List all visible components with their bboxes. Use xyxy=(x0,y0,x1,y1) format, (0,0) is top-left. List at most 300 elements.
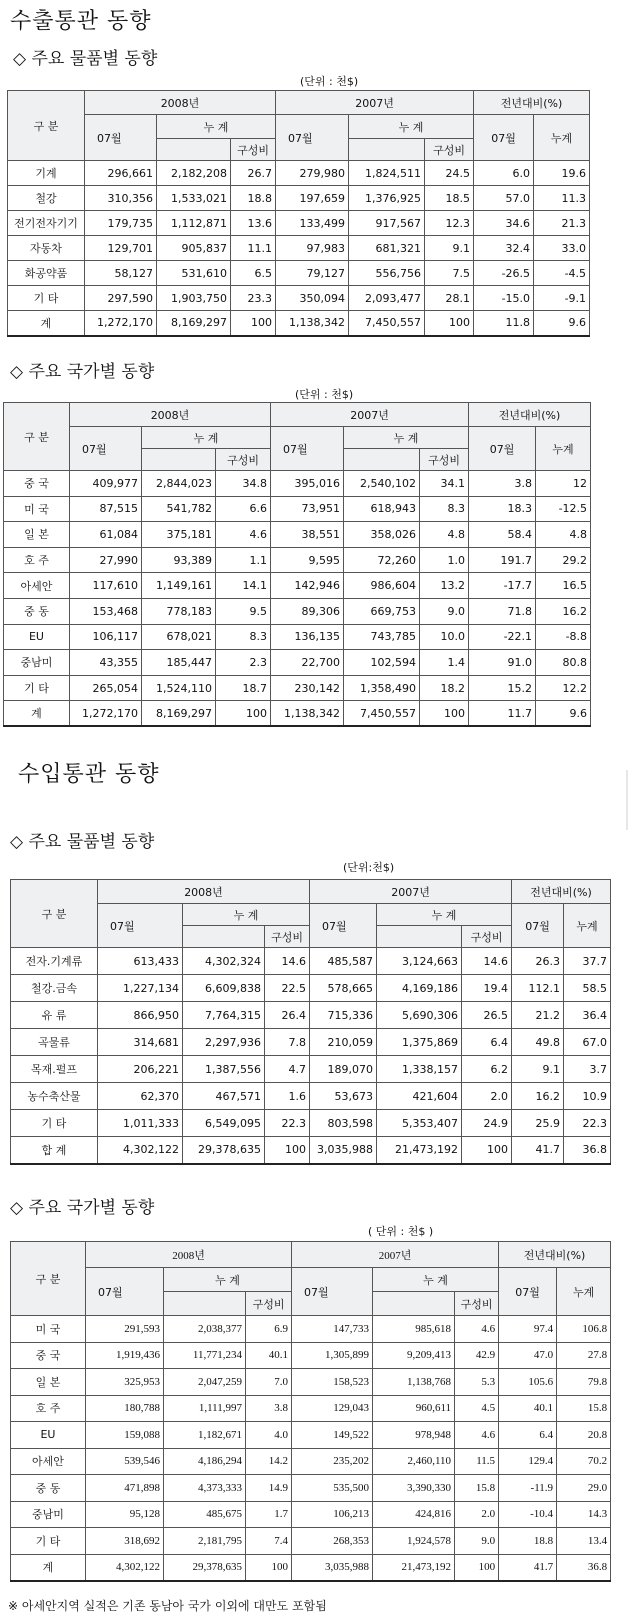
header-cum: 누 계 xyxy=(164,1268,292,1292)
cell-value: 22.3 xyxy=(564,1110,611,1137)
cell-value: 14.3 xyxy=(557,1501,611,1528)
cell-value: 129,043 xyxy=(292,1395,373,1422)
row-label: 계 xyxy=(8,311,85,336)
cell-value: 743,785 xyxy=(344,624,420,650)
cell-value: 5,353,407 xyxy=(377,1110,462,1137)
cell-value: 73,951 xyxy=(271,496,344,522)
cell-value: 7.8 xyxy=(265,1029,310,1056)
cell-value: 105.6 xyxy=(499,1369,557,1396)
cell-value: 2,844,023 xyxy=(142,471,216,497)
header-share: 구성비 xyxy=(455,1292,499,1316)
table-row xyxy=(4,471,591,497)
cell-value: 93,389 xyxy=(142,547,216,573)
cell-value: 986,604 xyxy=(344,573,420,599)
row-label: 중남미 xyxy=(4,650,70,676)
cell-value: 117,610 xyxy=(70,573,142,599)
cell-value: 40.1 xyxy=(246,1342,292,1369)
row-label: 중 동 xyxy=(11,1475,86,1502)
cell-value: 24.9 xyxy=(462,1110,512,1137)
cell-value: 13.2 xyxy=(420,573,469,599)
cell-value: 106,213 xyxy=(292,1501,373,1528)
cell-value: 79.8 xyxy=(557,1369,611,1396)
table-row xyxy=(11,1056,611,1083)
header-group: 구 분 xyxy=(4,403,70,471)
cell-value: 15.2 xyxy=(469,675,536,701)
cell-value: 129.4 xyxy=(499,1448,557,1475)
cell-value: -15.0 xyxy=(474,286,534,311)
cell-value: 25.9 xyxy=(512,1110,564,1137)
row-label: 중남미 xyxy=(11,1501,86,1528)
cell-value: 159,088 xyxy=(86,1422,164,1449)
cell-value: 11.7 xyxy=(469,701,536,727)
cell-value: 36.8 xyxy=(564,1137,611,1164)
header-year-2008: 2008년 xyxy=(70,403,271,427)
cell-value: 67.0 xyxy=(564,1029,611,1056)
cell-value: 235,202 xyxy=(292,1448,373,1475)
header-month: 07월 xyxy=(474,115,534,161)
header-year-2007: 2007년 xyxy=(292,1242,499,1268)
cell-value: 29.0 xyxy=(557,1475,611,1502)
header-share: 구성비 xyxy=(246,1292,292,1316)
cell-value: 7,450,557 xyxy=(344,701,420,727)
cell-value: 485,587 xyxy=(310,948,377,975)
cell-value: 4,373,333 xyxy=(164,1475,246,1502)
header-cum: 누 계 xyxy=(183,904,310,926)
header-yoy: 전년대비(%) xyxy=(469,403,591,427)
cell-value: 10.9 xyxy=(564,1083,611,1110)
cell-value: 1,272,170 xyxy=(85,311,157,336)
cell-value: 358,026 xyxy=(344,522,420,548)
cell-value: 4.7 xyxy=(265,1056,310,1083)
export-items-unit: (단위 : 천$) xyxy=(300,75,359,88)
cell-value: 7.0 xyxy=(246,1369,292,1396)
cell-value: 29.2 xyxy=(536,547,591,573)
cell-value: 4,302,122 xyxy=(86,1554,164,1581)
row-label: 호 주 xyxy=(4,547,70,573)
cell-value: 803,598 xyxy=(310,1110,377,1137)
table-row xyxy=(11,1137,611,1164)
row-label: 화공약품 xyxy=(8,261,85,286)
table-row xyxy=(4,496,591,522)
cell-value: 71.8 xyxy=(469,598,536,624)
cell-value: 133,499 xyxy=(276,211,349,236)
cell-value: 33.0 xyxy=(534,236,590,261)
cell-value: 179,735 xyxy=(85,211,157,236)
cell-value: 3,390,330 xyxy=(373,1475,455,1502)
table-row xyxy=(4,598,591,624)
cell-value: 8,169,297 xyxy=(157,311,231,336)
cell-value: 279,980 xyxy=(276,161,349,186)
cell-value: 409,977 xyxy=(70,471,142,497)
cell-value: 1,182,671 xyxy=(164,1422,246,1449)
header-cum: 누 계 xyxy=(373,1268,499,1292)
row-label: 아세안 xyxy=(11,1448,86,1475)
cell-value: 1,903,750 xyxy=(157,286,231,311)
cell-value: 395,016 xyxy=(271,471,344,497)
table-row xyxy=(11,1395,611,1422)
row-label: 일 본 xyxy=(11,1369,86,1396)
header-cum-short: 누계 xyxy=(564,904,611,948)
cell-value: 265,054 xyxy=(70,675,142,701)
cell-value: 1,338,157 xyxy=(377,1056,462,1083)
cell-value: 1,138,342 xyxy=(276,311,349,336)
table-row xyxy=(8,261,590,286)
table-row xyxy=(11,1554,611,1581)
cell-value: 485,675 xyxy=(164,1501,246,1528)
cell-value: 3.8 xyxy=(469,471,536,497)
cell-value: 471,898 xyxy=(86,1475,164,1502)
header-month: 07월 xyxy=(70,427,142,471)
cell-value: 9.1 xyxy=(425,236,474,261)
cell-value: 80.8 xyxy=(536,650,591,676)
header-cum: 누 계 xyxy=(157,115,276,139)
cell-value: 41.7 xyxy=(499,1554,557,1581)
cell-value: 3.7 xyxy=(564,1056,611,1083)
cell-value: 112.1 xyxy=(512,975,564,1002)
row-label: 철강 xyxy=(8,186,85,211)
export-countries-unit: (단위 : 천$) xyxy=(295,388,354,401)
table-row xyxy=(11,1475,611,1502)
table-row xyxy=(11,1029,611,1056)
header-month: 07월 xyxy=(512,904,564,948)
cell-value: 6.4 xyxy=(499,1422,557,1449)
cell-value: 100 xyxy=(231,311,276,336)
header-group: 구 분 xyxy=(11,1242,86,1316)
table-row xyxy=(4,624,591,650)
cell-value: 4,302,324 xyxy=(183,948,265,975)
header-cum: 누 계 xyxy=(349,115,474,139)
cell-value: 1,111,997 xyxy=(164,1395,246,1422)
header-share: 구성비 xyxy=(425,139,474,161)
table-row xyxy=(4,573,591,599)
cell-value: 960,611 xyxy=(373,1395,455,1422)
export-countries-subtitle: ◇ 주요 국가별 동향 xyxy=(10,362,155,382)
cell-value: 2,038,377 xyxy=(164,1316,246,1343)
header-year-2007: 2007년 xyxy=(310,880,512,904)
cell-value: 310,356 xyxy=(85,186,157,211)
cell-value: 1,272,170 xyxy=(70,701,142,727)
header-empty xyxy=(377,926,462,948)
footnote: ※ 아세안지역 실적은 기존 동남아 국가 이외에 대만도 포함됨 xyxy=(8,1599,327,1613)
cell-value: 89,306 xyxy=(271,598,344,624)
cell-value: 22.5 xyxy=(265,975,310,1002)
cell-value: 18.5 xyxy=(425,186,474,211)
cell-value: 87,515 xyxy=(70,496,142,522)
cell-value: 5,690,306 xyxy=(377,1002,462,1029)
export-items-subtitle: ◇ 주요 물품별 동향 xyxy=(13,49,158,69)
cell-value: 297,590 xyxy=(85,286,157,311)
header-month: 07월 xyxy=(310,904,377,948)
import-countries-table xyxy=(10,1241,611,1582)
cell-value: 978,948 xyxy=(373,1422,455,1449)
cell-value: 1.1 xyxy=(216,547,271,573)
cell-value: 13.6 xyxy=(231,211,276,236)
cell-value: 28.1 xyxy=(425,286,474,311)
header-empty xyxy=(373,1292,455,1316)
cell-value: 47.0 xyxy=(499,1342,557,1369)
cell-value: 6.0 xyxy=(474,161,534,186)
cell-value: 1,375,869 xyxy=(377,1029,462,1056)
cell-value: 4,169,186 xyxy=(377,975,462,1002)
header-group: 구 분 xyxy=(11,880,98,948)
cell-value: 424,816 xyxy=(373,1501,455,1528)
cell-value: 2,093,477 xyxy=(349,286,425,311)
cell-value: 61,084 xyxy=(70,522,142,548)
header-month: 07월 xyxy=(86,1268,164,1316)
cell-value: 16.5 xyxy=(536,573,591,599)
cell-value: 715,336 xyxy=(310,1002,377,1029)
header-empty xyxy=(344,449,420,471)
header-year-2007: 2007년 xyxy=(271,403,469,427)
cell-value: 29,378,635 xyxy=(183,1137,265,1164)
cell-value: 9.0 xyxy=(420,598,469,624)
cell-value: 100 xyxy=(462,1137,512,1164)
row-label: 호 주 xyxy=(11,1395,86,1422)
cell-value: 3.8 xyxy=(246,1395,292,1422)
row-label: 계 xyxy=(4,701,70,727)
cell-value: 19.4 xyxy=(462,975,512,1002)
cell-value: 27.8 xyxy=(557,1342,611,1369)
cell-value: 1,138,342 xyxy=(271,701,344,727)
cell-value: 18.2 xyxy=(420,675,469,701)
cell-value: 8.3 xyxy=(216,624,271,650)
header-share: 구성비 xyxy=(265,926,310,948)
table-row xyxy=(11,1501,611,1528)
header-yoy: 전년대비(%) xyxy=(512,880,611,904)
row-label: 기 타 xyxy=(11,1110,98,1137)
cell-value: 350,094 xyxy=(276,286,349,311)
cell-value: 21.2 xyxy=(512,1002,564,1029)
cell-value: 421,604 xyxy=(377,1083,462,1110)
table-row xyxy=(11,1528,611,1555)
cell-value: 12 xyxy=(536,471,591,497)
cell-value: 1,011,333 xyxy=(98,1110,183,1137)
cell-value: 16.2 xyxy=(512,1083,564,1110)
cell-value: 325,953 xyxy=(86,1369,164,1396)
row-label: 유 류 xyxy=(11,1002,98,1029)
header-share: 구성비 xyxy=(216,449,271,471)
header-month: 07월 xyxy=(469,427,536,471)
cell-value: 23.3 xyxy=(231,286,276,311)
cell-value: 1,227,134 xyxy=(98,975,183,1002)
cell-value: 53,673 xyxy=(310,1083,377,1110)
header-yoy: 전년대비(%) xyxy=(499,1242,611,1268)
table-row xyxy=(8,236,590,261)
cell-value: 15.8 xyxy=(557,1395,611,1422)
cell-value: 6.4 xyxy=(462,1029,512,1056)
cell-value: 3,035,988 xyxy=(310,1137,377,1164)
row-label: 기계 xyxy=(8,161,85,186)
header-empty xyxy=(349,139,425,161)
cell-value: 22.3 xyxy=(265,1110,310,1137)
cell-value: 26.4 xyxy=(265,1002,310,1029)
cell-value: 158,523 xyxy=(292,1369,373,1396)
cell-value: 1,387,556 xyxy=(183,1056,265,1083)
row-label: 계 xyxy=(11,1554,86,1581)
cell-value: 180,788 xyxy=(86,1395,164,1422)
cell-value: 22,700 xyxy=(271,650,344,676)
cell-value: 1,358,490 xyxy=(344,675,420,701)
cell-value: -9.1 xyxy=(534,286,590,311)
table-row xyxy=(4,701,591,727)
table-row xyxy=(8,311,590,336)
header-cum-short: 누계 xyxy=(534,115,590,161)
cell-value: 11.5 xyxy=(455,1448,499,1475)
header-month: 07월 xyxy=(499,1268,557,1316)
cell-value: 4.8 xyxy=(536,522,591,548)
cell-value: 100 xyxy=(420,701,469,727)
header-yoy: 전년대비(%) xyxy=(474,91,590,115)
cell-value: 34.1 xyxy=(420,471,469,497)
import-items-table xyxy=(10,879,611,1165)
import-items-subtitle: ◇ 주요 물품별 동향 xyxy=(10,832,155,852)
header-year-2008: 2008년 xyxy=(98,880,310,904)
cell-value: 6.6 xyxy=(216,496,271,522)
import-title: 수입통관 동향 xyxy=(18,762,160,787)
cell-value: 18.8 xyxy=(499,1528,557,1555)
cell-value: 2,181,795 xyxy=(164,1528,246,1555)
cell-value: 2.3 xyxy=(216,650,271,676)
cell-value: 40.1 xyxy=(499,1395,557,1422)
cell-value: -10.4 xyxy=(499,1501,557,1528)
cell-value: 917,567 xyxy=(349,211,425,236)
cell-value: -11.9 xyxy=(499,1475,557,1502)
table-row xyxy=(8,186,590,211)
header-month: 07월 xyxy=(271,427,344,471)
cell-value: 541,782 xyxy=(142,496,216,522)
cell-value: 106.8 xyxy=(557,1316,611,1343)
cell-value: 539,546 xyxy=(86,1448,164,1475)
header-empty xyxy=(142,449,216,471)
cell-value: 2,047,259 xyxy=(164,1369,246,1396)
cell-value: -12.5 xyxy=(536,496,591,522)
cell-value: 1,533,021 xyxy=(157,186,231,211)
cell-value: 10.0 xyxy=(420,624,469,650)
cell-value: 314,681 xyxy=(98,1029,183,1056)
cell-value: 24.5 xyxy=(425,161,474,186)
cell-value: 142,946 xyxy=(271,573,344,599)
cell-value: -8.8 xyxy=(536,624,591,650)
cell-value: 37.7 xyxy=(564,948,611,975)
row-label: 일 본 xyxy=(4,522,70,548)
cell-value: 100 xyxy=(425,311,474,336)
row-label: 중 동 xyxy=(4,598,70,624)
cell-value: 4,186,294 xyxy=(164,1448,246,1475)
cell-value: 1,919,436 xyxy=(86,1342,164,1369)
cell-value: 3,124,663 xyxy=(377,948,462,975)
cell-value: 3,035,988 xyxy=(292,1554,373,1581)
cell-value: 535,500 xyxy=(292,1475,373,1502)
cell-value: 20.8 xyxy=(557,1422,611,1449)
cell-value: 1,924,578 xyxy=(373,1528,455,1555)
cell-value: 1.4 xyxy=(420,650,469,676)
table-row xyxy=(4,522,591,548)
cell-value: 29,378,635 xyxy=(164,1554,246,1581)
cell-value: 985,618 xyxy=(373,1316,455,1343)
cell-value: 4.6 xyxy=(455,1316,499,1343)
cell-value: 11.8 xyxy=(474,311,534,336)
header-cum-short: 누계 xyxy=(536,427,591,471)
cell-value: 16.2 xyxy=(536,598,591,624)
table-row xyxy=(11,975,611,1002)
export-items-table xyxy=(7,90,590,337)
cell-value: 6,549,095 xyxy=(183,1110,265,1137)
cell-value: 197,659 xyxy=(276,186,349,211)
cell-value: 2.0 xyxy=(462,1083,512,1110)
cell-value: 778,183 xyxy=(142,598,216,624)
import-countries-unit: ( 단위 : 천$ ) xyxy=(368,1225,434,1238)
cell-value: 1,112,871 xyxy=(157,211,231,236)
cell-value: 34.8 xyxy=(216,471,271,497)
cell-value: 21,473,192 xyxy=(373,1554,455,1581)
cell-value: 18.7 xyxy=(216,675,271,701)
table-row xyxy=(11,1369,611,1396)
cell-value: 7,450,557 xyxy=(349,311,425,336)
cell-value: 9.5 xyxy=(216,598,271,624)
header-empty xyxy=(164,1292,246,1316)
cell-value: 18.3 xyxy=(469,496,536,522)
cell-value: -4.5 xyxy=(534,261,590,286)
cell-value: 62,370 xyxy=(98,1083,183,1110)
cell-value: -22.1 xyxy=(469,624,536,650)
cell-value: 268,353 xyxy=(292,1528,373,1555)
cell-value: 230,142 xyxy=(271,675,344,701)
row-label: 전기전자기기 xyxy=(8,211,85,236)
cell-value: 1.6 xyxy=(265,1083,310,1110)
edge-mark xyxy=(626,770,628,830)
cell-value: 70.2 xyxy=(557,1448,611,1475)
header-share: 구성비 xyxy=(462,926,512,948)
cell-value: 21.3 xyxy=(534,211,590,236)
header-group: 구 분 xyxy=(8,91,85,161)
cell-value: 21,473,192 xyxy=(377,1137,462,1164)
header-share: 구성비 xyxy=(231,139,276,161)
row-label: 농수축산물 xyxy=(11,1083,98,1110)
header-year-2008: 2008년 xyxy=(85,91,276,115)
cell-value: 34.6 xyxy=(474,211,534,236)
table-row xyxy=(4,650,591,676)
cell-value: 9,209,413 xyxy=(373,1342,455,1369)
cell-value: 9.6 xyxy=(534,311,590,336)
table-row xyxy=(11,1316,611,1343)
table-row xyxy=(11,1083,611,1110)
cell-value: 2,460,110 xyxy=(373,1448,455,1475)
cell-value: 18.8 xyxy=(231,186,276,211)
row-label: 미 국 xyxy=(4,496,70,522)
row-label: 아세안 xyxy=(4,573,70,599)
cell-value: 11,771,234 xyxy=(164,1342,246,1369)
header-cum: 누 계 xyxy=(344,427,469,449)
row-label: 전자.기계류 xyxy=(11,948,98,975)
header-cum: 누 계 xyxy=(377,904,512,926)
cell-value: 9.1 xyxy=(512,1056,564,1083)
cell-value: 12.2 xyxy=(536,675,591,701)
header-share: 구성비 xyxy=(420,449,469,471)
cell-value: 4.8 xyxy=(420,522,469,548)
table-row xyxy=(8,161,590,186)
cell-value: 9,595 xyxy=(271,547,344,573)
row-label: 곡물류 xyxy=(11,1029,98,1056)
cell-value: 147,733 xyxy=(292,1316,373,1343)
cell-value: 57.0 xyxy=(474,186,534,211)
cell-value: 4.5 xyxy=(455,1395,499,1422)
table-row xyxy=(11,1002,611,1029)
cell-value: 12.3 xyxy=(425,211,474,236)
cell-value: 97.4 xyxy=(499,1316,557,1343)
header-year-2008: 2008년 xyxy=(86,1242,292,1268)
cell-value: 100 xyxy=(265,1137,310,1164)
table-row xyxy=(11,948,611,975)
